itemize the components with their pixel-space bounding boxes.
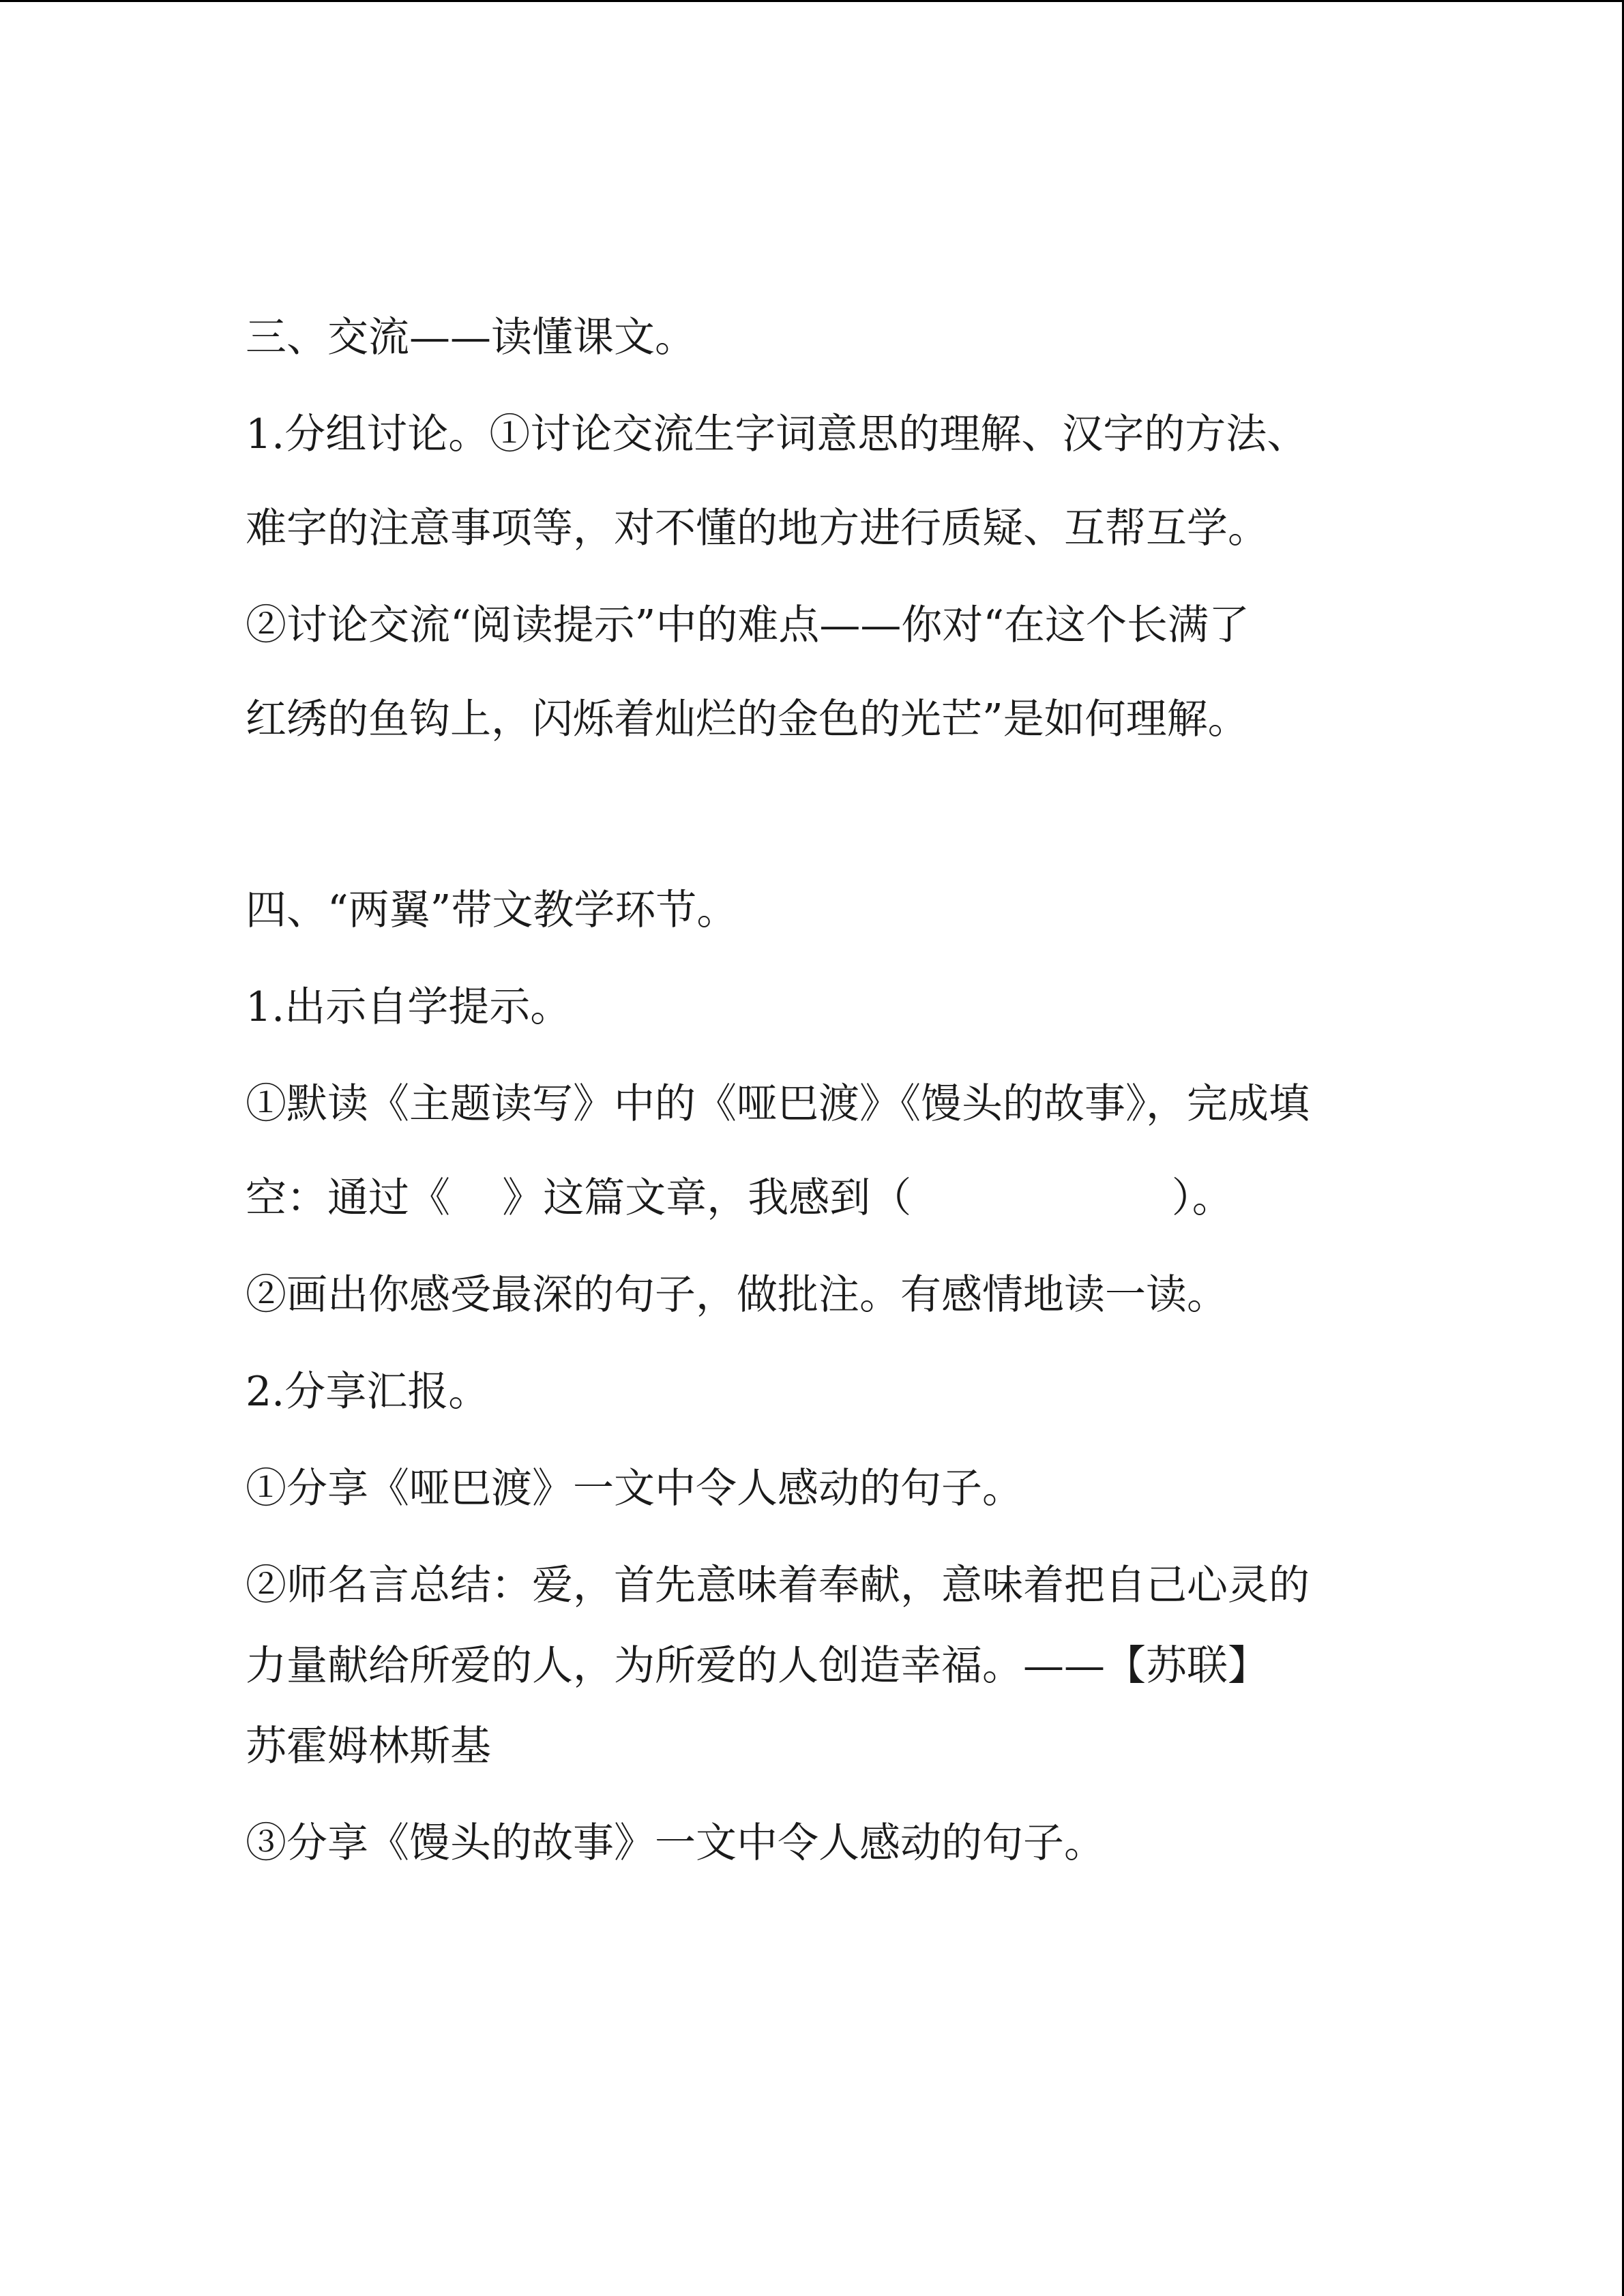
top-border-line <box>0 0 1624 2</box>
step-1-a-line-1: ①默读《主题读写》中的《哑巴渡》《馒头的故事》，完成填 <box>246 1080 1310 1128</box>
discussion-item-2-line-2: 红绣的鱼钩上，闪烁着灿烂的金色的光芒”是如何理解。 <box>246 696 1249 743</box>
discussion-item-2-line-1: ②讨论交流“阅读提示”中的难点——你对“在这个长满了 <box>246 601 1250 649</box>
section-3-heading: 三、交流——读懂课文。 <box>246 314 696 361</box>
step-1-a-line-2: 空：通过《 》这篇文章，我感到（ ）。 <box>246 1174 1233 1222</box>
discussion-item-1-line-1: 1.分组讨论。①讨论交流生字词意思的理解、汉字的方法、 <box>246 411 1308 458</box>
discussion-item-1-line-2: 难字的注意事项等，对不懂的地方进行质疑、互帮互学。 <box>246 505 1269 552</box>
step-2-a: ①分享《哑巴渡》一文中令人感动的句子。 <box>246 1465 1023 1512</box>
step-2-b-line-1: ②师名言总结：爱，首先意味着奉献，意味着把自己心灵的 <box>246 1562 1310 1609</box>
step-2-b-line-2: 力量献给所爱的人，为所爱的人创造幸福。——【苏联】 <box>246 1642 1269 1690</box>
document-body <box>246 310 1391 1870</box>
section-4-heading: 四、“两翼”带文教学环节。 <box>246 886 738 934</box>
step-2-b-line-3: 苏霍姆林斯基 <box>246 1723 491 1770</box>
step-1-b: ②画出你感受最深的句子，做批注。有感情地读一读。 <box>246 1271 1228 1319</box>
step-1-title: 1.出示自学提示。 <box>246 983 572 1031</box>
step-2-c: ③分享《馒头的故事》一文中令人感动的句子。 <box>246 1819 1105 1867</box>
step-2-title: 2.分享汇报。 <box>246 1368 490 1416</box>
